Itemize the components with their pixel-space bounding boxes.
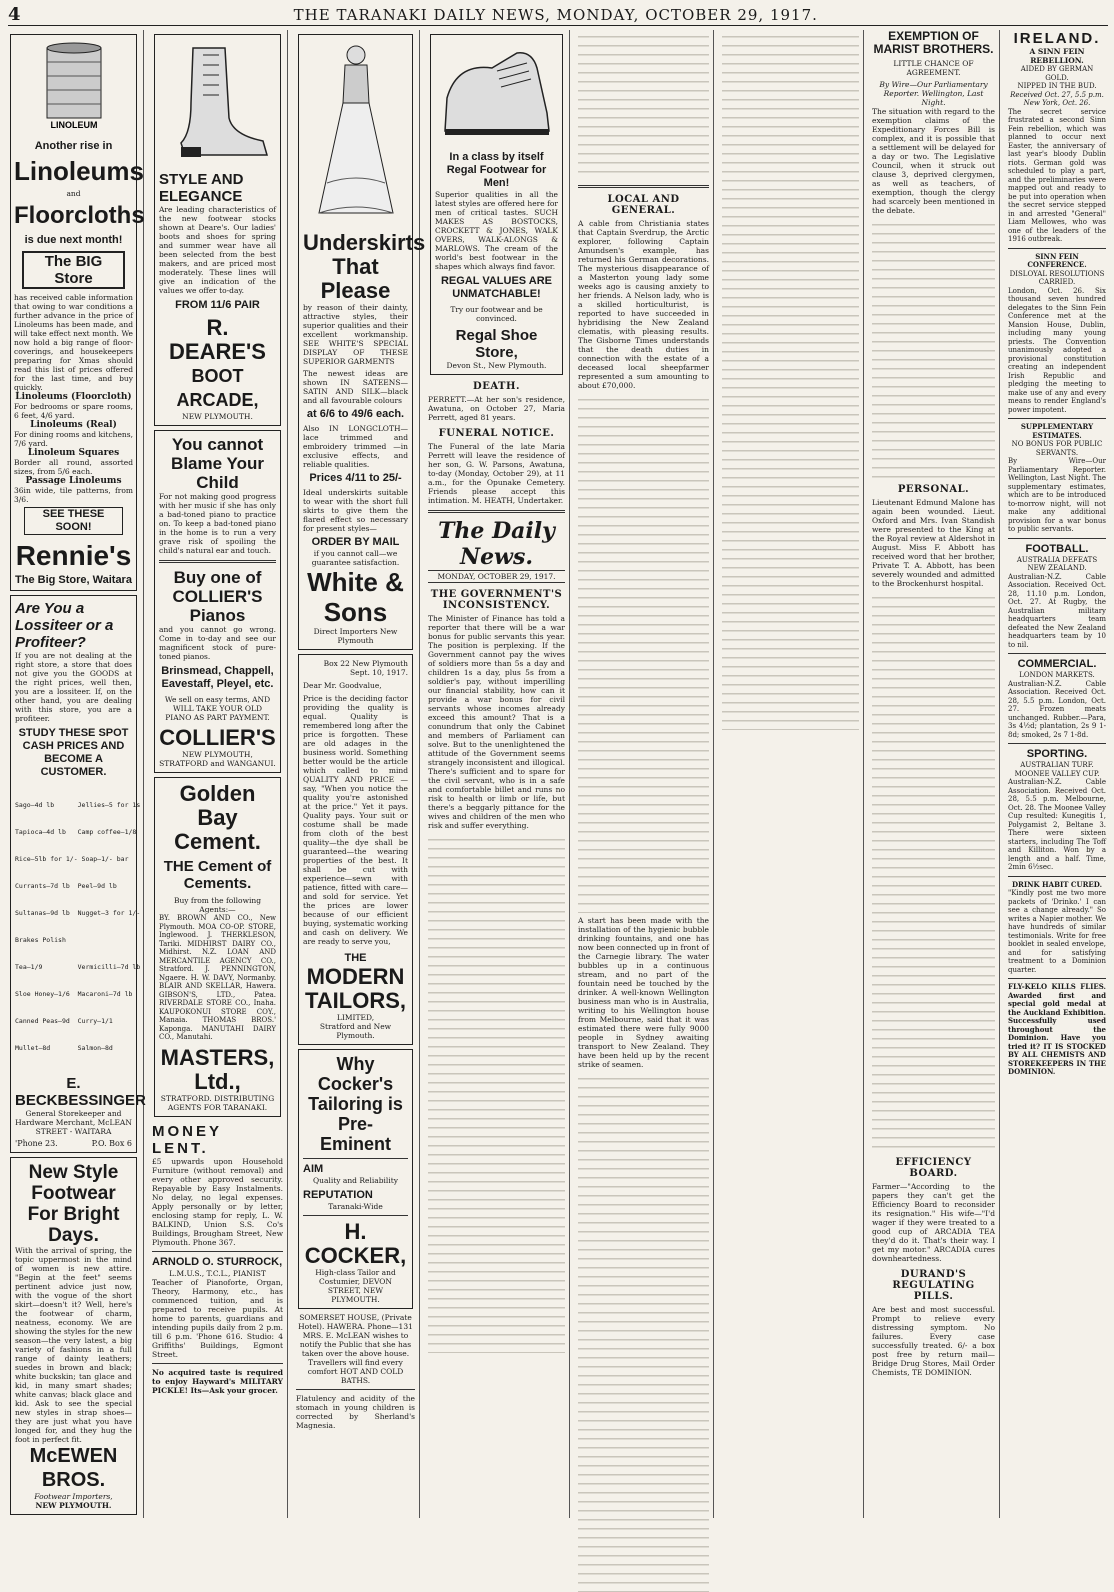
- agents-list: BY. BROWN AND CO., New Plymouth. MOA CO-OP. STORE, Inglewood. J. THERKLESON, Tariki. MIDHIRST DAIRY CO., Midhirst. N.Z. LOAN AND MERCANTILE AGENCY CO., Stratford. J. PENNINGTON, Ngaere. H. W. DAVY, Normanby. BLAIR AND SKELLAR, Hawera. GIBSON'S, LTD., Patea. RIVERDALE STORE CO., Inaha. KAUPOKONUI STORE COY., Manaia. THOMAS BROS.' Kaponga. MANUTAHI DAIRY CO., Manutahi.: [159, 914, 276, 1041]
- underskirt-illustration: [311, 43, 401, 223]
- colliers-name: COLLIER'S: [159, 725, 276, 750]
- floorcloths-headline: Floorcloths: [14, 202, 145, 229]
- markets-subhead: LONDON MARKETS.: [1019, 671, 1095, 679]
- mens-shoe-illustration: [437, 43, 557, 143]
- regal-intro: In a class by itself Regal Footwear for Men!: [446, 151, 547, 189]
- blame-headline: You cannot Blame Your Child: [171, 435, 264, 492]
- longcloth-body: Ideal underskirts suitable to wear with the short full skirts to give them the flared effect so necessary for present styles—: [303, 488, 408, 533]
- personal-heading: PERSONAL.: [897, 484, 970, 495]
- mcewen-town: NEW PLYMOUTH.: [35, 1501, 112, 1510]
- phone-number: 'Phone 23.: [15, 1139, 58, 1148]
- regal-try: Try our footwear and be convinced.: [450, 305, 543, 323]
- masthead-title: THE TARANAKI DAILY NEWS, MONDAY, OCTOBER 29, 1917.: [293, 5, 818, 24]
- supplementary-body: By Wire—Our Parliamentary Reporter. Wellington, Last Night. The supplementary estimates, which are to be introduced to-morrow night, will not make any additional provision for a war bonus to public servants.: [1008, 457, 1106, 533]
- price-line: Rice—5lb for 1/- Soap—1/- bar: [15, 855, 129, 863]
- modern-tailors-name: MODERN TAILORS,: [304, 964, 407, 1013]
- price-line: Sago—4d lb Jellies—5 for 1s: [15, 801, 141, 809]
- conference-subhead: DISLOYAL RESOLUTIONS CARRIED.: [1009, 269, 1105, 286]
- modern-tailors-ad: [298, 654, 413, 1045]
- lossiteer-body: If you are not dealing at the right store, a store that does not give you the GOODS at the right prices, well then, you are a lossiteer. If, on the other hand, you are dealing with this store, you are a profiteer.: [15, 651, 132, 723]
- column-8: [1004, 30, 1110, 1518]
- exemption-subhead: LITTLE CHANCE OF AGREEMENT.: [893, 59, 974, 77]
- local-general-heading: LOCAL AND GENERAL.: [607, 194, 680, 216]
- big-store-banner: The BIG Store: [22, 251, 125, 289]
- price-item-desc: For dining rooms and kitchens, 7/6 yard.: [14, 430, 133, 448]
- leader-body: The Minister of Finance has told a reporter that there will be a war bonus for public servants this year. The position is perplexing. If the Government cannot pay the wives of soldiers more than 5s a day and children 1s a day, plus 5s from a soldier's pay, without imperilling our financial stability, how can it provide a war bonus for civil servants whose incomes already exceed this amount? That is a conundrum that only the Cabinet and members of Parliament can solve. But to the unenlightened the attitude of the Government seems strangely inconsistent and illogical. There's sufficient and to spare for the civil servant, who is in a safe and comfortable billet and runs no risk to health or limb or life, but there's a beggarly pittance for the wives and children of the men who risk and suffer everything.: [428, 614, 565, 830]
- masters-name: MASTERS, Ltd.,: [160, 1044, 275, 1094]
- sporting-headline: SPORTING.: [1026, 748, 1088, 760]
- sinn-fein-body: The secret service frustrated a second Sinn Fein rebellion, which was planned to occur next Easter, the anniversary of last year's bloody Dublin riots. German gold was scheduled to play a part, and the preliminaries were mapped out and ready to be put into operation when the secret service stepped in and arrested "General" Liam Mellowes, who was one of the leaders of the 1916 outbreak.: [1008, 107, 1106, 243]
- money-body: £5 upwards upon Household Furniture (without removal) and every other approved security. Repayable by Easy Instalments. No delay, no legal expenses. Apply personally or by letter, enclosing stamp for reply, L. W. BALKIND, Union S.S. Co's Buildings, Brougham Street, New Plymouth. Phone 367.: [152, 1156, 283, 1247]
- footwear-headline: New Style Footwear For Bright Days.: [27, 1162, 120, 1246]
- moonee-subhead: MOONEE VALLEY CUP.: [1014, 769, 1100, 778]
- the-word: THE: [344, 952, 367, 964]
- column-4: [424, 30, 570, 1518]
- rennies-sub: The Big Store, Waitara: [15, 574, 132, 586]
- durand-body: Are best and most successful. Prompt to relieve every distressing symptom. No failures. Every case successfully treated. 6/- a box post free by return mail—Bridge Drug Stores, Mail Order Chemists, TE DOMINION.: [872, 1305, 995, 1377]
- local-continued-text: [578, 393, 709, 913]
- lossiteer-headline: Are You a Lossiteer or a Profiteer?: [15, 600, 114, 651]
- price-range-2: Prices 4/11 to 25/-: [309, 472, 402, 484]
- football-subhead: AUSTRALIA DEFEATS NEW ZEALAND.: [1016, 555, 1098, 572]
- price-line: Currants—7d lb Peel—9d lb: [15, 882, 117, 890]
- style-body: Are leading characteristics of the new footwear stocks shown at Deare's. Our ladies' boots and shoes for spring and summer wear have all been selected from the best makers, and are priced most moderately. These lines will give an indication of the values we offer to-day.: [159, 205, 276, 295]
- boot-illustration: [163, 43, 273, 163]
- death-heading: DEATH.: [473, 381, 520, 392]
- money-headline: MONEY LENT.: [152, 1122, 222, 1157]
- turf-subhead: AUSTRALIAN TURF.: [1020, 761, 1094, 769]
- piano-brands: Brinsmead, Chappell, Eavestaff, Pleyel, etc.: [161, 665, 274, 690]
- aim-text: Quality and Reliability: [313, 1176, 398, 1185]
- order-body: if you cannot call—we guarantee satisfaction.: [311, 549, 400, 567]
- exemption-headline: EXEMPTION OF MARIST BROTHERS.: [873, 29, 994, 56]
- death-notice: PERRETT.—At her son's residence, Awatuna, on October 27, Maria Perrett, aged 81 years.: [428, 395, 565, 422]
- white-sons-sub: Direct Importers New Plymouth: [313, 627, 398, 645]
- exemption-byline: By Wire—Our Parliamentary Reporter. Wellington, Last Night.: [879, 80, 988, 107]
- aim-label: AIM: [303, 1163, 324, 1175]
- price-range-1: at 6/6 to 49/6 each.: [306, 408, 405, 420]
- from-price: FROM 11/6 PAIR: [175, 299, 260, 311]
- masthead: [8, 4, 1108, 26]
- mcewen-name: McEWEN BROS.: [29, 1445, 118, 1491]
- nipped-subhead: NIPPED IN THE BUD.: [1017, 82, 1097, 90]
- white-sons-name: White & Sons: [307, 567, 404, 627]
- regal-ad: [430, 34, 563, 375]
- arnold-sub: L.M.U.S., T.C.L., PIANIST: [169, 1268, 266, 1278]
- received-line: Received Oct. 27, 5.5 p.m. New York, Oct. 26.: [1010, 90, 1104, 107]
- price-item-desc: For bedrooms or spare rooms, 6 feet, 4/6 yard.: [14, 402, 133, 420]
- letter-salutation: Dear Mr. Goodvalue,: [303, 681, 382, 690]
- colliers-towns: NEW PLYMOUTH, STRATFORD and WANGANUI.: [159, 750, 276, 768]
- regal-values: REGAL VALUES ARE UNMATCHABLE!: [440, 275, 553, 300]
- letter-body: Price is the deciding factor providing the quality is equal. Quality is remembered long after the price is forgotten. These are old adages in the business world. Something better would be the article which called to mind QUALITY AND PRICE —say, "When you notice the quality you're astonished at the price." Yet it pays. Quality pays. Your suit or costume shall be made from cloth of the best quality—the dye shall be guaranteed—the wearing properties of the best. It shall be cut with experience—sewn with patience, fitted with care—and sold for service. Yet the prices are lower because of our efficient buying, systematic working and cash on delivery. We are ready to serve you,: [303, 694, 408, 946]
- rennies-name: Rennie's: [15, 540, 132, 571]
- mcewen-sub: Footwear Importers,: [34, 1492, 113, 1501]
- limited: LIMITED,: [336, 1013, 375, 1022]
- moonee-body: Australian-N.Z. Cable Association. Received Oct. 28, 5.5 p.m. Melbourne, Oct. 28. The Moonee Valley Cup resulted: Kunegitis 1, Polygamist 2, Beltane 3. There were sixteen starters, including The Toff and Killiton. Won by a length and a half. Time, 2min 6½sec.: [1008, 778, 1106, 871]
- paper-nameplate: The Daily News.: [438, 518, 555, 570]
- aided-subhead: AIDED BY GERMAN GOLD.: [1020, 65, 1094, 82]
- flykelo-notice: FLY-KELO KILLS FLIES. Awarded first and special gold medal at the Auckland Exhibition. Successfully used throughout the Dominion. Have you tried it? IT IS STOCKED BY ALL CHEMISTS AND STOREKEEPERS IN THE DOMINION.: [1008, 982, 1106, 1076]
- personal-continued-text: [872, 591, 995, 1151]
- underskirts-headline: Underskirts That Please: [303, 230, 426, 303]
- price-line: Canned Peas—9d Curry—1/1: [15, 1017, 113, 1025]
- football-body: Australian-N.Z. Cable Association. Received Oct. 28, 11.10 p.m. London, Oct. 27. At Rugby, the Australian military headquarters team defeated the New Zealand headquarters team by 10 to nil.: [1008, 572, 1106, 649]
- order-by-mail: ORDER BY MAIL: [311, 536, 400, 548]
- commercial-headline: COMMERCIAL.: [1017, 658, 1097, 670]
- supplementary-subhead: NO BONUS FOR PUBLIC SERVANTS.: [1011, 440, 1103, 457]
- regal-address: Devon St., New Plymouth.: [446, 361, 547, 370]
- price-line: Tea—1/9 Vermicilli—7d lb: [15, 963, 141, 971]
- beckbessinger-sub: General Storekeeper and Hardware Merchant, McLEAN STREET - WAITARA: [15, 1109, 132, 1136]
- cocker-sub: High-class Tailor and Costumier, DEVON STREET, NEW PLYMOUTH.: [315, 1268, 396, 1304]
- markets-body: Australian-N.Z. Cable Association. Received Oct. 28, 5.5 p.m. London, Oct. 27. Frozen meats unchanged. Rubber.—Para, 3s 4½d; plantation, 2s 9 1-8d; smoked, 2s 7 1-8d.: [1008, 679, 1106, 739]
- see-soon: SEE THESE SOON!: [24, 507, 123, 535]
- footwear-body: With the arrival of spring, the topic uppermost in the mind of women is new attire. "Begin at the feet" seems pertinent advice just now, with the vogue of the short skirt—doesn't it? Well, here's the footwear of charm, neatness, economy. We are showing the styles for the new season—the very latest, a big variety of fashions in a full range of dainty leathers; suedes in brown and black; white buckskin; tan glace and kid, in many smart shades; white canvas; black glace and kid. Ask to see the special new styles in strap shoes—they are just what you have longed for, and they hug the foot in perfect fit.: [15, 1246, 132, 1444]
- buy-headline: Buy one of COLLIER'S Pianos: [172, 568, 263, 625]
- newest-ideas: The newest ideas are shown IN SATEENS—SATIN AND SILK—black and all favourable colours: [303, 369, 408, 405]
- golden-bay-headline: Golden Bay Cement.: [174, 781, 261, 854]
- reputation-text: Taranaki-Wide: [328, 1202, 383, 1211]
- linoleum-price-list: [14, 392, 133, 504]
- deare-name: R. DEARE'S: [169, 315, 266, 364]
- local-body-a: A cable from Christiania states that Captain Sverdrup, the Arctic explorer, following Captain Amundsen's example, has returned his German decorations. The mysterious disappearance of a Masterton young lady some weeks ago is causing anxiety to her friends. A Nelson lady, who is a skilled horticulturist, is reported to have succeeded in hybridising the New Zealand clematis, with pleasing results. The Gisborne Times understands that the death duties in connection with the estate of a deceased local sheepfarmer represented a sum amounting to about £70,000.: [578, 219, 709, 390]
- drink-body: "Kindly post me two more packets of 'Drinko.' I can see a change already." So writes a Napier mother. We have hundreds of similar testimonials. Write for free booklet in sealed envelope, and for satisfying treatment to a Dominion quarter.: [1008, 889, 1106, 974]
- due-line: is due next month!: [24, 234, 123, 246]
- boot-arcade: BOOT ARCADE,: [176, 366, 259, 410]
- rise-line: Another rise in: [34, 140, 113, 152]
- price-item-desc: 36in wide, tile patterns, from 3/6.: [14, 486, 133, 504]
- column-6: [718, 30, 864, 1518]
- somerset-notice: SOMERSET HOUSE, (Private Hotel). HAWERA. Phone—131 MRS. E. McLEAN wishes to notify the Public that she has taken over the above house. Travellers will find every comfort HOT AND COLD BATHS.: [298, 1313, 413, 1385]
- column-7: [868, 30, 1000, 1518]
- blame-body: For not making good progress with her music if she has only a bad-toned piano to practice on. To keep a bad-toned piano in the home is to run a very grave risk of spoiling the child's natural ear and touch.: [159, 492, 276, 555]
- price-item-name: Linoleums (Real): [30, 420, 117, 430]
- mcewen-ad: [10, 1157, 137, 1515]
- study-headline: STUDY THESE SPOT CASH PRICES AND BECOME A CUSTOMER.: [18, 727, 129, 778]
- exemption-body: The situation with regard to the exemption claims of the Expeditionary Forces Bill is complex, and it is possible that a settlement will be delayed for a day or two. The Legislative Council, when it struck out clause 3, deprived clergymen, as well as teachers, of exemption, though the clergy had scarcely been mentioned in the debate.: [872, 107, 995, 215]
- price-line: Sultanas—9d lb Nugget—3 for 1/-: [15, 909, 141, 917]
- beckbessinger-ad: [10, 595, 146, 1153]
- price-item-name: Passage Linoleums: [25, 476, 122, 486]
- masters-sub: STRATFORD. DISTRIBUTING AGENTS FOR TARANAKI.: [160, 1093, 275, 1112]
- linoleum-tag: LINOLEUM: [50, 120, 97, 130]
- supplementary-headline: SUPPLEMENTARY ESTIMATES.: [1020, 422, 1094, 440]
- leader-date: MONDAY, OCTOBER 29, 1917.: [428, 570, 565, 583]
- local-continued-text: [578, 1072, 709, 1592]
- price-line: Brakes Polish: [15, 936, 66, 944]
- column-2: [148, 30, 288, 1518]
- efficiency-heading: EFFICIENCY BOARD.: [895, 1157, 972, 1179]
- price-item-desc: Border all round, assorted sizes, from 5/6 each.: [14, 458, 133, 476]
- longcloth-text: Also IN LONGCLOTH—lace trimmed and embroidery trimmed —in exclusive effects, and reliable qualities.: [303, 424, 408, 469]
- colliers-ad: [154, 430, 281, 773]
- exemption-continued-text: [872, 218, 995, 478]
- big-store-body: has received cable information that owing to war conditions a further advance in the price of Linoleums has been made, and will take effect next month. We now hold a big range of floor-coverings, and housekeepers preparing for Xmas should read this list of prices offered for the last time, and buy quickly.: [14, 293, 133, 392]
- cocker-ad: [298, 1049, 413, 1309]
- sell-body: We sell on easy terms, AND WILL TAKE YOUR OLD PIANO AS PART PAYMENT.: [164, 695, 271, 722]
- and-word: and: [66, 189, 81, 198]
- modern-tailors-sub: Stratford and New Plymouth.: [319, 1022, 392, 1040]
- drink-headline: DRINK HABIT CURED.: [1011, 879, 1103, 889]
- beckbessinger-name: E. BECKBESSINGER: [15, 1075, 146, 1109]
- deare-ad: [154, 34, 281, 426]
- grocery-price-list: [15, 783, 141, 1071]
- sinn-fein-headline: A SINN FEIN REBELLION.: [1029, 47, 1085, 65]
- linoleum-roll-illustration: [39, 42, 109, 132]
- arnold-body: Teacher of Pianoforte, Organ, Theory, Harmony, etc., has commenced tuition, and is prepared to receive pupils. At home to parents, guardians and intending pupils daily from 2 p.m. till 6 p.m. 'Phone 616. Studio: 4 Griffiths' Buildings, Egmont Street.: [152, 1277, 283, 1359]
- durand-heading: DURAND'S REGULATING PILLS.: [892, 1269, 975, 1302]
- po-box: P.O. Box 6: [91, 1139, 132, 1148]
- price-line: Tapioca—4d lb Camp coffee—1/8: [15, 828, 137, 836]
- pickle-notice: No acquired taste is required to enjoy Hayward's MILITARY PICKLE! Its—Ask your grocer.: [152, 1367, 283, 1395]
- personal-body: Lieutenant Edmund Malone has again been wounded. Lieut. Oxford and Mrs. Ivan Standish were presented to the King at the Royal review at Aldershot in August. Miss F. Abbott has received word that her brother, Private T. A. Abbott, has been severely wounded and admitted to the Brockenhurst hospital.: [872, 498, 995, 588]
- column-3: [292, 30, 426, 1518]
- funeral-heading: FUNERAL NOTICE.: [438, 428, 555, 439]
- conference-body: London, Oct. 26. Six thousand seven hundred delegates to the Sinn Fein Conference met at the Mansion House, Dublin, including many young priests. The Convention unanimously adopted a provisional constitution creating an independent Irish Republic and pledging the meeting to make use of any and every means to render England's power impotent.: [1008, 286, 1106, 414]
- local-body-b: A start has been made with the installation of the hygienic bubble drinking fountains, and one has now been connected up in front of the Carnegie library. The water bubbles up in a continuous stream, and no part of the fountain need be touched by the drinker. A well-known Wellington business man who is in Australia, writing to his Wellington house from Melbourne, said that it was estimated there were fully 9000 people in Sydney awaiting transport to New Zealand. They have been held up by the recent strike of seamen.: [578, 916, 709, 1069]
- white-sons-ad: [298, 34, 426, 650]
- deare-town: NEW PLYMOUTH.: [182, 412, 253, 421]
- leader-headline: THE GOVERNMENT'S INCONSISTENCY.: [430, 589, 563, 611]
- letter-date: Box 22 New Plymouth Sept. 10, 1917.: [323, 659, 408, 677]
- buy-body: and you cannot go wrong. Come in to-day and see our magnificent stock of pure-toned pianos.: [159, 625, 276, 661]
- linoleums-headline: Linoleums: [14, 156, 145, 186]
- regal-body: Superior qualities in all the latest styles are offered here for men of critical tastes. SUCH MAKES AS BOSTOCKS, CROCKETT & JONES, WALK OVERS, WALK-ALONGS & MARLOWS. The cream of the world's best footwear in the shapes which always find favor.: [435, 190, 558, 271]
- price-line: Sloe Honey—1/6 Macaroni—7d lb: [15, 990, 133, 998]
- column-5: [574, 30, 714, 1518]
- buy-from: Buy from the following Agents:—: [173, 896, 262, 914]
- golden-bay-ad: [154, 777, 281, 1117]
- underskirts-body: by reason of their dainty, attractive styles, their superior qualities and their excellent workmanship. SEE WHITE'S SPECIAL DISPLAY OF THESE SUPERIOR GARMENTS: [303, 303, 408, 366]
- linoleum-ad: [10, 34, 145, 591]
- reputation-label: REPUTATION: [303, 1189, 373, 1201]
- flatulence-notice: Flatulency and acidity of the stomach in young children is corrected by Sherland's Magnesia.: [296, 1394, 415, 1430]
- price-item-name: Linoleum Squares: [27, 448, 120, 458]
- ireland-headline: IRELAND.: [1013, 30, 1101, 47]
- cocker-headline: Why Cocker's Tailoring is Pre-Eminent: [308, 1054, 403, 1154]
- football-headline: FOOTBALL.: [1025, 542, 1089, 555]
- style-headline: STYLE AND ELEGANCE: [159, 171, 244, 205]
- cocker-name: H. COCKER,: [304, 1219, 407, 1268]
- leader-continued-text: [578, 30, 709, 180]
- page-number: 4: [8, 4, 22, 25]
- column-1: [4, 30, 144, 1518]
- regal-store-name: Regal Shoe Store,: [455, 327, 538, 361]
- conference-headline: SINN FEIN CONFERENCE.: [1027, 251, 1087, 269]
- cement-of: THE Cement of Cements.: [163, 858, 272, 892]
- local-continued-text: [722, 30, 859, 730]
- efficiency-body: Farmer—"According to the papers they can't get the Efficiency Board to reconsider its resignation." His wife—"I'd wager if they were treated to a good cup of ARCADIA TEA they'd do it. That's their way. I get my motor." ARCADIA cures downheartedness.: [872, 1182, 995, 1263]
- price-item-name: Linoleums (Floorcloth): [15, 392, 132, 402]
- price-line: Mullet—8d Salmon—8d: [15, 1044, 113, 1052]
- arnold-name: ARNOLD O. STURROCK,: [152, 1255, 283, 1268]
- leader-continued-text: [428, 833, 565, 1353]
- funeral-notice: The Funeral of the late Maria Perrett will leave the residence of her son, G. W. Parsons, Awatuna, to-day (Monday, October 29), at 11 a.m., for the Opunake Cemetery. Friends please accept this intimation. M. HEATH, Undertaker.: [428, 442, 565, 505]
